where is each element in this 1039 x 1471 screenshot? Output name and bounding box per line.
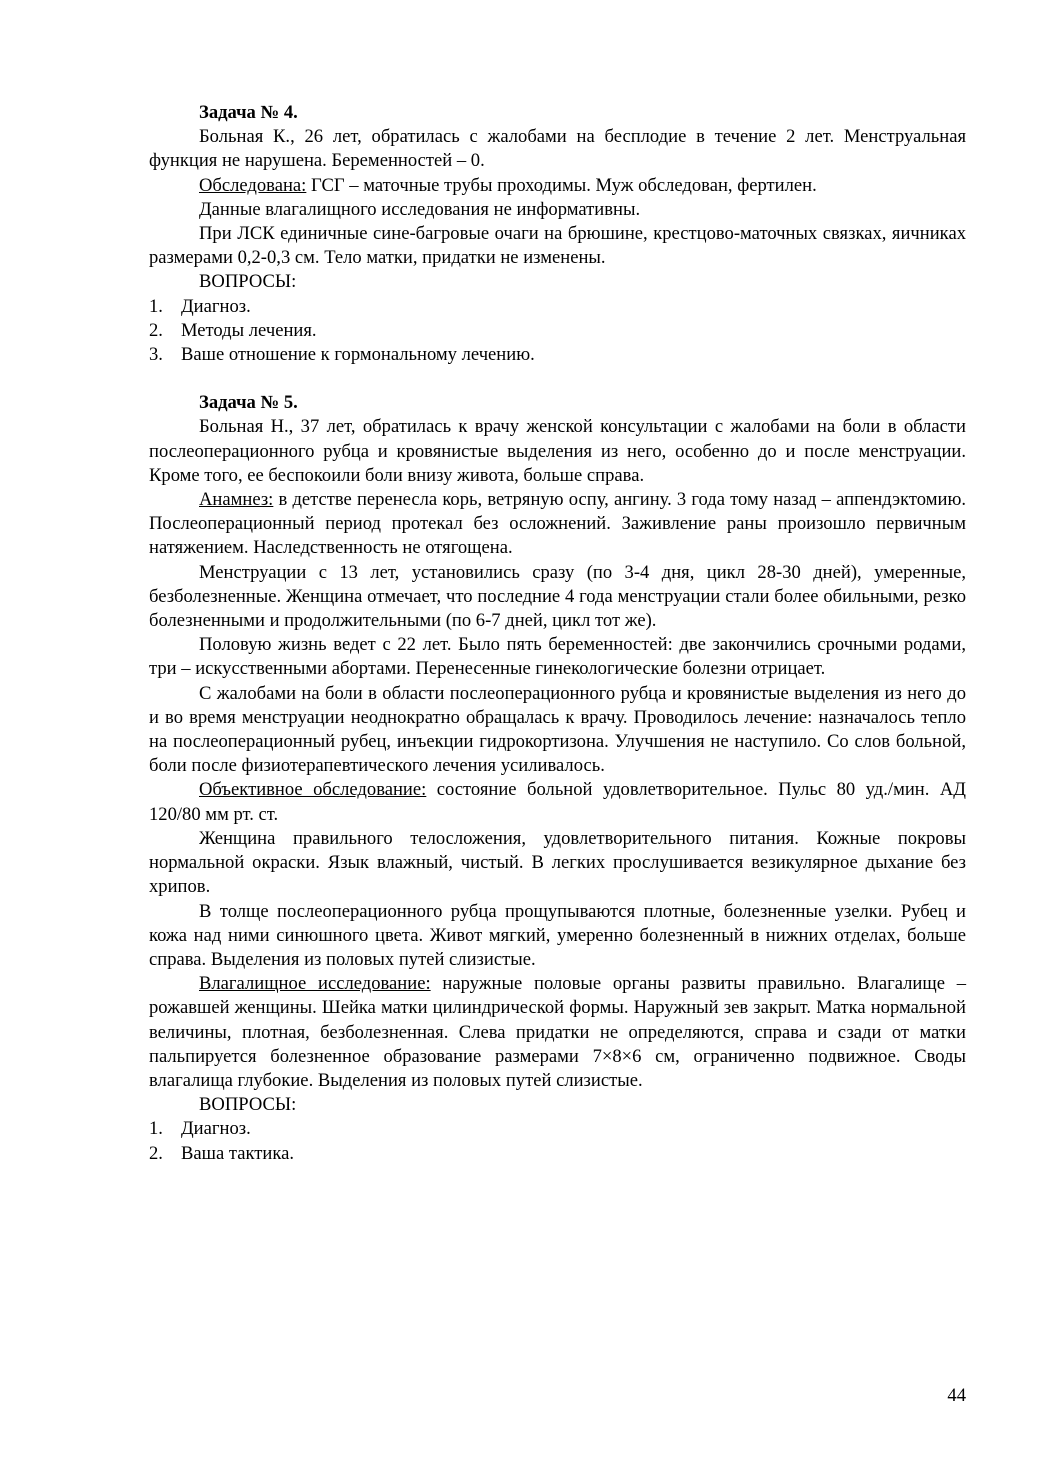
list-number: 2. [149, 319, 163, 341]
task-5-general-state: Женщина правильного телосложения, удовлетворительного питания. Кожные покровы нормальной окраски. Язык влажный, чистый. В легких прослушивается везикулярное дыхание без хрипов. [149, 827, 966, 898]
list-item [149, 1117, 966, 1141]
list-text: Методы лечения. [181, 319, 317, 341]
vaginal-exam-text: наружные половые органы развиты правильно. Влагалище – рожавшей женщины. Шейка матки цилиндрической формы. Наружный зев закрыт. Матка нормальной величины, плотная, безболезненная. Слева придатки не определяются, справа и сзади от матки пальпируется болезненное образование размерами 7×8×6 см, ограниченно подвижное. Своды влагалища глубокие. Выделения из половых путей слизистые. [149, 973, 966, 1091]
list-item [149, 1142, 966, 1166]
list-item [149, 295, 966, 319]
task-4-examination [149, 174, 966, 198]
anamnesis-text: в детстве перенесла корь, ветряную оспу, ангину. 3 года тому назад – аппендэктомию. Послеоперационный период протекал без осложнений. Заживление раны произошло первичным натяжением. Наследственность не отягощена. [149, 489, 966, 559]
task-5-questions [149, 1117, 966, 1165]
list-number: 1. [149, 295, 163, 317]
task-5-questions-heading: ВОПРОСЫ: [199, 1094, 297, 1116]
task-5-objective-exam [149, 778, 966, 826]
task-5-anamnesis [149, 488, 966, 561]
task-5 [149, 391, 966, 1166]
task-4-questions-heading: ВОПРОСЫ: [199, 271, 297, 293]
task-5-scar-findings: В толще послеоперационного рубца прощупываются плотные, болезненные узелки. Рубец и кожа над ними синюшного цвета. Живот мягкий, умеренно болезненный в нижних отделах, больше справа. Выделения из половых путей слизистые. [149, 900, 966, 970]
list-text: Ваше отношение к гормональному лечению. [181, 344, 535, 366]
task-4-questions [149, 295, 966, 368]
examination-text: ГСГ – маточные трубы проходимы. Муж обследован, фертилен. [306, 174, 817, 196]
task-5-menstruation: Менструации с 13 лет, установились сразу (по 3-4 дня, цикл 28-30 дней), умеренные, безболезненные. Женщина отмечает, что последние 4 года менструации стали более обильными, резко болезненными и продолжительными (по 6-7 дней, цикл тот же). [149, 561, 966, 632]
document-page [149, 101, 966, 1166]
task-5-sexual-history: Половую жизнь ведет с 22 лет. Было пять беременностей: две закончились срочными родами, три – искусственными абортами. Перенесенные гинекологические болезни отрицает. [149, 634, 966, 680]
list-number: 1. [149, 1118, 163, 1140]
task-5-treatment-history: С жалобами на боли в области послеоперационного рубца и кровянистые выделения из него до и во время менструации неоднократно обращалась к врачу. Проводилось лечение: назначалось тепло на послеоперационный рубец, инъекции гидрокортизона. Улучшения не наступило. Со слов больной, боли после физиотерапевтического лечения усиливалось. [149, 682, 966, 777]
task-5-vaginal-exam [149, 972, 966, 1093]
objective-exam-text: состояние больной удовлетворительное. Пульс 80 уд./мин. АД 120/80 мм рт. ст. [149, 779, 966, 825]
task-4-vaginal-exam: Данные влагалищного исследования не информативны. [199, 198, 641, 220]
list-number: 2. [149, 1142, 163, 1164]
anamnesis-label: Анамнез: [199, 489, 274, 511]
list-text: Ваша тактика. [181, 1142, 294, 1164]
task-4-complaint: Больная К., 26 лет, обратилась с жалобами на бесплодие в течение 2 лет. Менструальная функция не нарушена. Беременностей – 0. [149, 126, 966, 172]
task-5-title: Задача № 5. [199, 392, 298, 414]
vaginal-exam-label: Влагалищное исследование: [199, 973, 431, 995]
task-4-laparoscopy: При ЛСК единичные сине-багровые очаги на брюшине, крестцово-маточных связках, яичниках размерами 0,2-0,3 см. Тело матки, придатки не изменены. [149, 223, 966, 269]
objective-exam-label: Объективное обследование: [199, 779, 427, 801]
task-4-title: Задача № 4. [199, 102, 298, 123]
task-5-complaint: Больная Н., 37 лет, обратилась к врачу женской консультации с жалобами на боли в области послеоперационного рубца и кровянистые выделения из него, особенно до и после менструации. Кроме того, ее беспокоили боли внизу живота, больше справа. [149, 416, 966, 486]
list-item [149, 343, 966, 367]
page-number: 44 [947, 1385, 966, 1406]
task-4 [149, 101, 966, 367]
list-item [149, 319, 966, 343]
examination-label: Обследована: [199, 174, 307, 196]
list-text: Диагноз. [181, 295, 251, 317]
list-text: Диагноз. [181, 1118, 251, 1140]
list-number: 3. [149, 344, 163, 366]
